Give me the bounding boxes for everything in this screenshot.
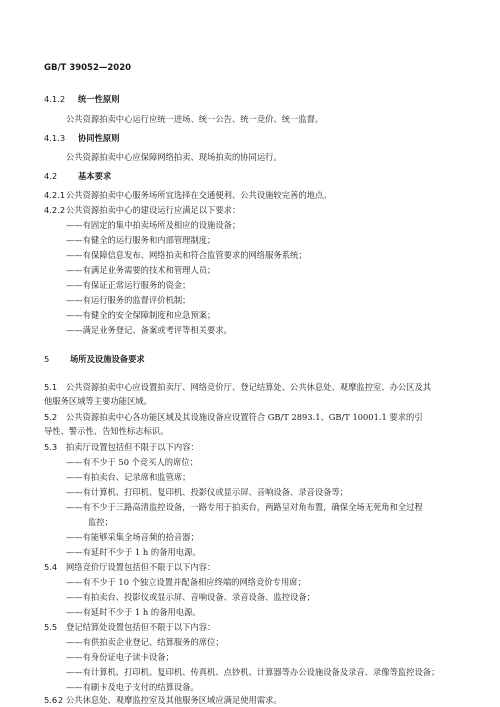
heading-4-1-2 bbox=[44, 93, 120, 105]
clause-number: 4.2.1 bbox=[44, 190, 66, 200]
list-item: ——有身份证电子读卡设备； bbox=[66, 652, 174, 662]
paragraph-4-2-2: 4.2.2公共资源拍卖中心的建设运行应满足以下要求： bbox=[44, 205, 241, 215]
paragraph-5-3: 5.3 拍卖厅设置包括但不限于以下内容： bbox=[44, 442, 199, 452]
list-item: ——有不少于 10 个独立设置并配备相应终端的网络竞价专用席； bbox=[66, 577, 306, 587]
list-item: ——有计算机、打印机、复印机、投影仪或显示屏、音响设备、录音设备等； bbox=[66, 487, 349, 497]
paragraph-4-1-2: 公共资源拍卖中心运行应统一进场、统一公告、统一竞价、统一监督。 bbox=[66, 114, 324, 124]
heading-number: 4.2 bbox=[44, 171, 58, 181]
paragraph-5-6: 5.6 公共休息处、观摩监控室及其他服务区域应满足使用需求。 bbox=[44, 695, 282, 705]
heading-4-2 bbox=[44, 170, 111, 182]
list-item: ——有能够采集全场音频的拾音器； bbox=[66, 532, 199, 542]
list-item: ——有刷卡及电子支付的结算设备。 bbox=[66, 682, 199, 692]
paragraph-5-2-cont: 导性、警示性、告知性标志标识。 bbox=[44, 426, 169, 436]
clause-number: 5.3 bbox=[44, 442, 58, 452]
list-item: ——有固定的集中拍卖场所及相应的设施设备； bbox=[66, 220, 241, 230]
list-item: ——满足业务登记、备案或考评等相关要求。 bbox=[66, 325, 232, 335]
list-item: ——有保障信息发布、网络拍卖和符合监管要求的网络服务系统； bbox=[66, 250, 307, 260]
paragraph-5-1: 5.1 公共资源拍卖中心应设置拍卖厅、网络竞价厅、登记结算处、公共休息处、观摩监控室、办公区及其 bbox=[44, 382, 432, 392]
standard-number: GB/T 39052—2020 bbox=[44, 63, 132, 73]
heading-number: 4.1.2 bbox=[44, 94, 66, 104]
heading-title: 基本要求 bbox=[78, 171, 112, 181]
clause-number: 5.2 bbox=[44, 412, 58, 422]
clause-number: 5.4 bbox=[44, 562, 58, 572]
paragraph-5-2: 5.2 公共资源拍卖中心各功能区域及其设施设备应设置符合 GB/T 2893.1、GB/T 10001.1 要求的引 bbox=[44, 412, 423, 422]
heading-number: 5 bbox=[44, 354, 50, 364]
heading-title: 统一性原则 bbox=[78, 94, 120, 104]
heading-title: 场所及设施设备要求 bbox=[70, 354, 145, 364]
list-item: ——有不少于三路高清监控设备，一路专用于拍卖台，两路呈对角布置，确保全场无死角和全过程 bbox=[66, 502, 423, 512]
list-item: ——有健全的运行服务和内部管理制度； bbox=[66, 235, 216, 245]
paragraph-5-4: 5.4 网络竞价厅设置包括但不限于以下内容： bbox=[44, 562, 216, 572]
heading-number: 4.1.3 bbox=[44, 133, 66, 143]
list-item: ——有运行服务的监督评价机制； bbox=[66, 295, 191, 305]
list-item: ——有拍卖台、投影仪或显示屏、音响设备、录音设备、监控设备； bbox=[66, 592, 315, 602]
list-item: ——有计算机、打印机、复印机、传真机、点钞机、计算器等办公设施设备及录音、录像等监控设备； bbox=[66, 667, 440, 677]
heading-5 bbox=[44, 353, 145, 365]
list-item: ——有保证正常运行服务的资金； bbox=[66, 280, 191, 290]
list-item: ——有健全的安全保障制度和应急预案； bbox=[66, 310, 216, 320]
paragraph-5-5: 5.5 登记结算处设置包括但不限于以下内容： bbox=[44, 622, 216, 632]
list-item: ——有供拍卖企业登记、结算服务的席位； bbox=[66, 637, 224, 647]
list-item-cont: 监控； bbox=[88, 517, 113, 527]
list-item: ——有不少于 50 个竞买人的席位； bbox=[66, 457, 198, 467]
heading-4-1-3 bbox=[44, 132, 120, 144]
clause-number: 4.2.2 bbox=[44, 205, 66, 215]
list-item: ——有延时不少于 1 h 的备用电源。 bbox=[66, 547, 201, 557]
page-number: 2 bbox=[58, 696, 64, 705]
paragraph-5-1-cont: 他服务区域等主要功能区域。 bbox=[44, 396, 152, 406]
clause-number: 5.1 bbox=[44, 382, 58, 392]
list-item: ——有拍卖台、记录席和监管席； bbox=[66, 472, 191, 482]
list-item: ——有延时不少于 1 h 的备用电源。 bbox=[66, 607, 201, 617]
paragraph-4-1-3: 公共资源拍卖中心应保障网络拍卖、现场拍卖的协同运行。 bbox=[66, 152, 282, 162]
paragraph-4-2-1: 4.2.1公共资源拍卖中心服务场所宜选择在交通便利、公共设施较完善的地点。 bbox=[44, 190, 332, 200]
heading-title: 协同性原则 bbox=[78, 133, 120, 143]
clause-number: 5.5 bbox=[44, 622, 58, 632]
list-item: ——有满足业务需要的技术和管理人员； bbox=[66, 265, 216, 275]
clause-number: 5.6 bbox=[44, 695, 58, 705]
